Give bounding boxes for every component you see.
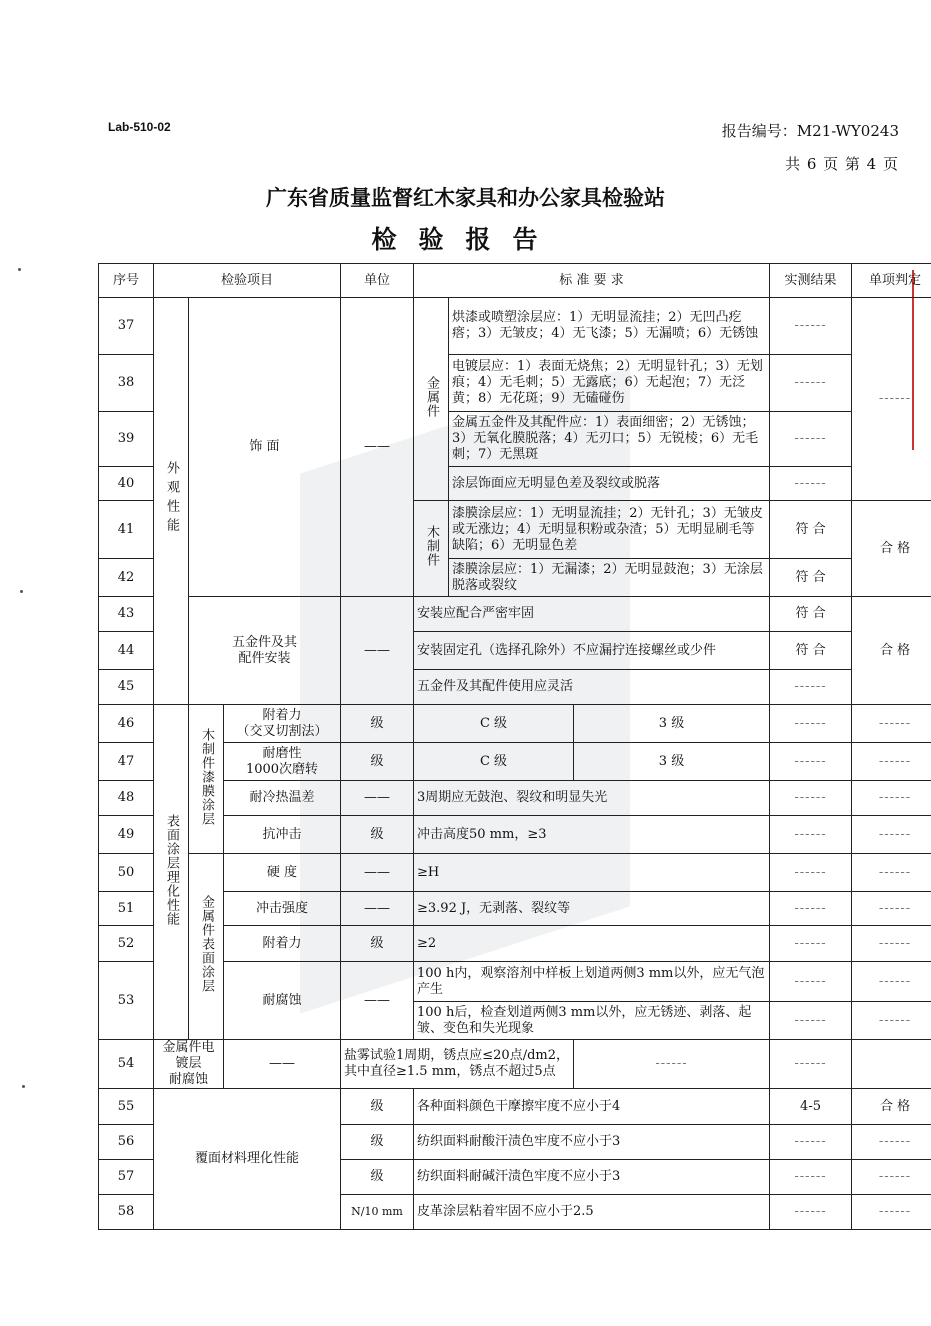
result-cell: ------: [770, 467, 852, 501]
verdict-cell: 合 格: [852, 501, 931, 597]
result-cell: 符 合: [770, 632, 852, 670]
result-cell: ------: [770, 705, 852, 743]
standard-text: 冲击高度50 mm，≥3: [414, 816, 770, 854]
result-cell: ------: [770, 298, 852, 355]
item-name: 抗冲击: [224, 816, 341, 854]
item-name: 附着力 （交叉切割法）: [224, 705, 341, 743]
organization-name: 广东省质量监督红木家具和办公家具检验站: [266, 185, 665, 210]
result-cell: ------: [770, 854, 852, 892]
result-cell: ------: [770, 926, 852, 962]
verdict-cell: ------: [852, 892, 931, 926]
standard-text: 漆膜涂层应：1）无漏漆；2）无明显鼓泡；3）无涂层脱落或裂纹: [449, 559, 770, 597]
standard-text: 纺织面料耐碱汗渍色牢度不应小于3: [414, 1160, 770, 1195]
row-no: 44: [99, 632, 154, 670]
row-no: 58: [99, 1195, 154, 1230]
standard-text: 安装固定孔（选择孔除外）不应漏拧连接螺丝或少件: [414, 632, 770, 670]
header-result: 实测结果: [770, 264, 852, 298]
standard-text: 金属五金件及其配件应：1）表面细密；2）无锈蚀；3）无氧化膜脱落；4）无刃口；5）无锐棱；6）无毛刺；7）无黑斑: [449, 412, 770, 467]
result-cell: ------: [770, 355, 852, 412]
page-indicator: 共 6 页 第 4 页: [785, 155, 899, 173]
result-cell: 符 合: [770, 501, 852, 559]
row-no: 37: [99, 298, 154, 355]
result-cell: ------: [770, 1160, 852, 1195]
item-name: 附着力: [224, 926, 341, 962]
row-no: 39: [99, 412, 154, 467]
verdict-cell: ------: [852, 1160, 931, 1195]
group-coating: 表面涂层理化性能: [164, 813, 179, 926]
verdict-cell: ------: [770, 1040, 852, 1089]
group-hardware: 五金件及其 配件安装: [189, 597, 341, 705]
item-name: 冲击强度: [224, 892, 341, 926]
result-cell: ------: [770, 743, 852, 781]
verdict-cell: ------: [852, 926, 931, 962]
report-title: 检验报告: [371, 225, 560, 254]
result-cell: ------: [770, 1195, 852, 1230]
unit-cell: ——: [341, 298, 414, 597]
standard-text: 涂层饰面应无明显色差及裂纹或脱落: [449, 467, 770, 501]
verdict-cell: ------: [852, 1002, 931, 1040]
standard-grade-a: C 级: [414, 743, 574, 781]
unit-cell: N/10 mm: [341, 1195, 414, 1230]
group-appearance: 外观性能: [164, 460, 179, 537]
result-cell: ------: [770, 892, 852, 926]
standard-grade-b: 3 级: [574, 743, 770, 781]
result-cell: ------: [770, 412, 852, 467]
verdict-cell: 合 格: [852, 1089, 931, 1125]
standard-text: 五金件及其配件使用应灵活: [414, 670, 770, 705]
report-number: 报告编号：M21-WY0243: [721, 122, 899, 140]
unit-cell: ——: [341, 962, 414, 1040]
verdict-cell: ------: [852, 298, 931, 501]
unit-cell: 级: [341, 1125, 414, 1160]
unit-cell: 级: [341, 816, 414, 854]
result-cell: ------: [770, 670, 852, 705]
row-no: 47: [99, 743, 154, 781]
group-metal-coat: 金属件表面涂层: [199, 895, 214, 993]
standard-text: 皮革涂层粘着牢固不应小于2.5: [414, 1195, 770, 1230]
group-wood-film: 木制件漆膜涂层: [199, 727, 214, 826]
row-no: 51: [99, 892, 154, 926]
result-cell: ------: [770, 781, 852, 816]
result-cell: 符 合: [770, 597, 852, 632]
standard-text: ≥2: [414, 926, 770, 962]
unit-cell: ——: [341, 781, 414, 816]
standard-grade-a: C 级: [414, 705, 574, 743]
standard-grade-b: 3 级: [574, 705, 770, 743]
unit-cell: 级: [341, 1089, 414, 1125]
row-no: 49: [99, 816, 154, 854]
row-no: 40: [99, 467, 154, 501]
standard-text: 电镀层应：1）表面无烧焦；2）无明显针孔；3）无划痕；4）无毛刺；5）无露底；6）无起泡；7）无泛黄；8）无花斑；9）无磕碰伤: [449, 355, 770, 412]
standard-text: 盐雾试验1周期，锈点应≤20点/dm2，其中直径≥1.5 mm，锈点不超过5点: [341, 1040, 574, 1089]
verdict-cell: 合 格: [852, 597, 931, 705]
standard-text: ≥3.92 J，无剥落、裂纹等: [414, 892, 770, 926]
verdict-cell: ------: [852, 1195, 931, 1230]
row-no: 43: [99, 597, 154, 632]
row-no: 41: [99, 501, 154, 559]
result-cell: ------: [770, 1125, 852, 1160]
scan-dot: [20, 590, 23, 593]
header-seq: 序号: [99, 264, 154, 298]
row-no: 54: [99, 1040, 154, 1089]
header-standard: 标 准 要 求: [414, 264, 770, 298]
item-name: 金属件电镀层 耐腐蚀: [154, 1040, 224, 1089]
unit-cell: 级: [341, 926, 414, 962]
row-no: 57: [99, 1160, 154, 1195]
group-finish: 饰 面: [189, 298, 341, 597]
result-cell: ------: [574, 1040, 770, 1089]
verdict-cell: ------: [852, 1125, 931, 1160]
row-no: 52: [99, 926, 154, 962]
group-metal: 金属件: [424, 375, 439, 418]
unit-cell: 级: [341, 743, 414, 781]
item-name: 耐腐蚀: [224, 962, 341, 1040]
verdict-cell: ------: [852, 854, 931, 892]
verdict-cell: ------: [852, 743, 931, 781]
row-no: 38: [99, 355, 154, 412]
inspection-table: [98, 263, 931, 1230]
item-name: 耐磨性 1000次磨转: [224, 743, 341, 781]
result-cell: ------: [770, 962, 852, 1002]
standard-text: 纺织面料耐酸汗渍色牢度不应小于3: [414, 1125, 770, 1160]
row-no: 42: [99, 559, 154, 597]
item-name: 耐冷热温差: [224, 781, 341, 816]
form-code: Lab-510-02: [108, 120, 171, 134]
standard-text: ≥H: [414, 854, 770, 892]
scan-dot: [18, 268, 21, 271]
row-no: 45: [99, 670, 154, 705]
result-cell: 符 合: [770, 559, 852, 597]
row-no: 46: [99, 705, 154, 743]
standard-text: 各种面料颜色干摩擦牢度不应小于4: [414, 1089, 770, 1125]
verdict-cell: ------: [852, 816, 931, 854]
group-wood: 木制件: [424, 525, 439, 567]
standard-text: 漆膜涂层应：1）无明显流挂；2）无针孔；3）无皱皮或无涨边；4）无明显积粉或杂渣；5）无明显刷毛等缺陷；6）无明显色差: [449, 501, 770, 559]
header-item: 检验项目: [154, 264, 341, 298]
unit-cell: ——: [341, 892, 414, 926]
verdict-cell: ------: [852, 962, 931, 1002]
header-unit: 单位: [341, 264, 414, 298]
standard-text: 烘漆或喷塑涂层应：1）无明显流挂；2）无凹凸疙瘩；3）无皱皮；4）无飞漆；5）无漏喷；6）无锈蚀: [449, 298, 770, 355]
result-cell: ------: [770, 816, 852, 854]
row-no: 56: [99, 1125, 154, 1160]
standard-text: 100 h内，观察溶剂中样板上划道两侧3 mm以外，应无气泡产生: [414, 962, 770, 1002]
result-cell: ------: [770, 1002, 852, 1040]
row-no: 50: [99, 854, 154, 892]
row-no: 55: [99, 1089, 154, 1125]
row-no: 48: [99, 781, 154, 816]
result-cell: 4-5: [770, 1089, 852, 1125]
item-name: 硬 度: [224, 854, 341, 892]
standard-text: 3周期应无鼓泡、裂纹和明显失光: [414, 781, 770, 816]
scan-dot: [22, 1085, 25, 1088]
group-cover: 覆面材料理化性能: [154, 1089, 341, 1230]
unit-cell: ——: [224, 1040, 341, 1089]
unit-cell: 级: [341, 705, 414, 743]
unit-cell: ——: [341, 854, 414, 892]
unit-cell: ——: [341, 597, 414, 705]
verdict-cell: ------: [852, 781, 931, 816]
standard-text: 100 h后，检查划道两侧3 mm以外，应无锈迹、剥落、起皱、变色和失光现象: [414, 1002, 770, 1040]
verdict-cell: ------: [852, 705, 931, 743]
unit-cell: 级: [341, 1160, 414, 1195]
header-verdict: 单项判定: [852, 264, 931, 298]
standard-text: 安装应配合严密牢固: [414, 597, 770, 632]
row-no: 53: [99, 962, 154, 1040]
